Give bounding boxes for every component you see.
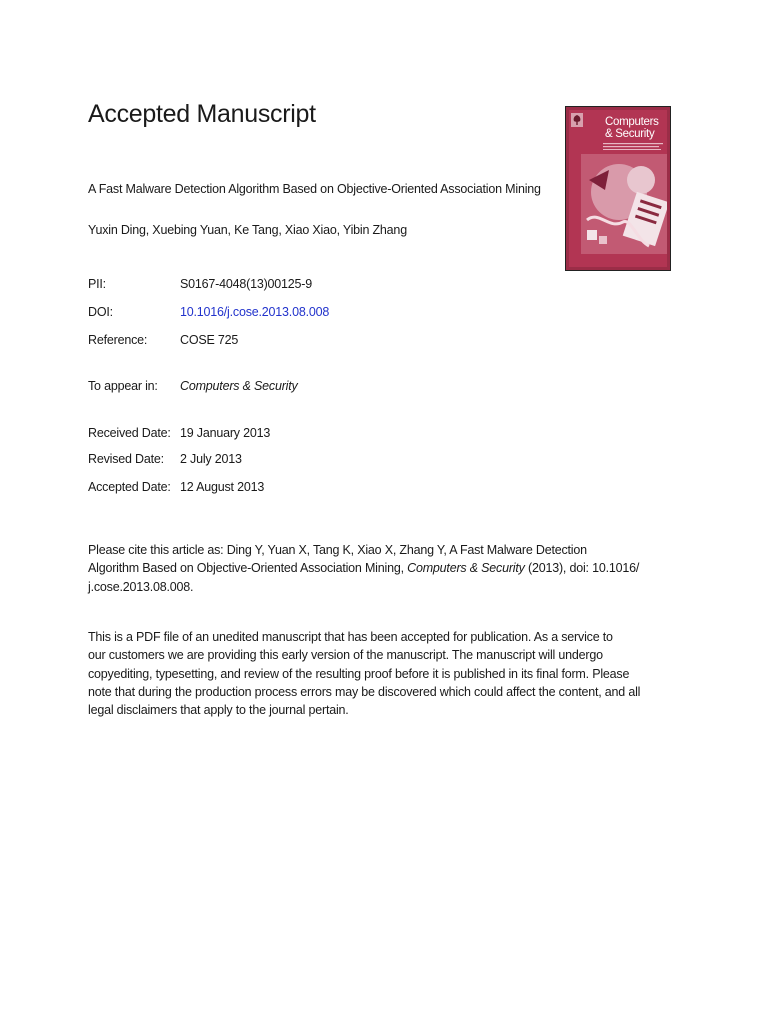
article-title: A Fast Malware Detection Algorithm Based on Objective-Oriented Association Mining: [88, 182, 541, 196]
journal-cover: [565, 106, 671, 271]
meta-accepted: [88, 480, 264, 494]
meta-appear: [88, 379, 298, 393]
citation-line: Please cite this article as: Ding Y, Yuan X, Tang K, Xiao X, Zhang Y, A Fast Malware Detection: [88, 543, 587, 557]
meta-value: COSE 725: [180, 333, 239, 347]
meta-label: Accepted Date:: [88, 480, 171, 494]
meta-label: Received Date:: [88, 426, 171, 440]
meta-label: To appear in:: [88, 379, 158, 393]
meta-pii: [88, 277, 312, 291]
meta-label: DOI:: [88, 305, 113, 319]
meta-label: Revised Date:: [88, 452, 164, 466]
citation-line: [88, 559, 688, 577]
disclaimer-line: copyediting, typesetting, and review of the resulting proof before it is published in its final form. Please: [88, 666, 630, 681]
article-authors: Yuxin Ding, Xuebing Yuan, Ke Tang, Xiao Xiao, Yibin Zhang: [88, 223, 407, 237]
meta-label: Reference:: [88, 333, 148, 347]
citation-journal: Computers & Security: [407, 561, 525, 576]
meta-received: [88, 426, 270, 440]
cover-artwork-image: [579, 150, 667, 258]
meta-value: 2 July 2013: [180, 452, 242, 466]
meta-doi: [88, 305, 329, 319]
doi-link[interactable]: 10.1016/j.cose.2013.08.008: [180, 305, 330, 319]
journal-cover-panel: [569, 110, 667, 267]
disclaimer-line: note that during the production process errors may be discovered which could affect the content, and all: [88, 684, 641, 699]
elsevier-tree-logo-icon: [571, 113, 583, 127]
disclaimer-line: This is a PDF file of an unedited manuscript that has been accepted for publication. As a service to: [88, 630, 613, 644]
meta-value: S0167-4048(13)00125-9: [180, 277, 313, 291]
cover-title-line: & Security: [605, 128, 655, 140]
cover-title: [605, 116, 659, 140]
page-heading: Accepted Manuscript: [88, 100, 316, 128]
disclaimer-line: our customers we are providing this early version of the manuscript. The manuscript will undergo: [88, 648, 603, 663]
meta-reference: [88, 333, 238, 347]
journal-name: Computers & Security: [180, 379, 298, 393]
meta-revised: [88, 452, 242, 466]
citation-text: (2013), doi: 10.1016/: [524, 561, 640, 576]
meta-value: 19 January 2013: [180, 426, 271, 440]
meta-label: PII:: [88, 277, 106, 291]
cover-title-line: Computers: [605, 116, 659, 128]
disclaimer-paragraph: [88, 628, 688, 719]
citation-paragraph: [88, 541, 688, 596]
meta-value: 12 August 2013: [180, 480, 265, 494]
citation-text: Algorithm Based on Objective-Oriented Association Mining,: [88, 561, 408, 576]
citation-line: j.cose.2013.08.008.: [88, 579, 194, 594]
disclaimer-line: legal disclaimers that apply to the journal pertain.: [88, 703, 349, 718]
